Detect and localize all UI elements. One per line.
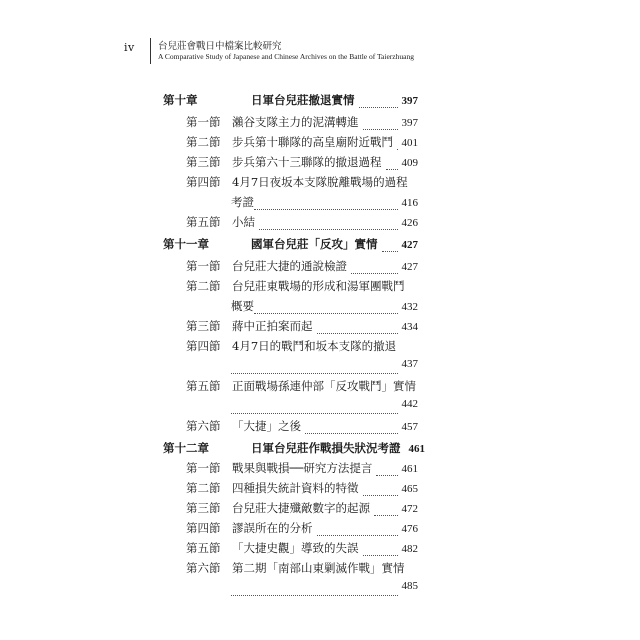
page-reference: 485 xyxy=(401,580,418,592)
section-number: 第三節 xyxy=(186,155,221,169)
section-title: 「大捷」之後 xyxy=(232,419,301,433)
section-number: 第一節 xyxy=(186,461,221,475)
toc-section-entry xyxy=(186,174,418,194)
section-title: 謬誤所在的分析 xyxy=(232,521,313,535)
section-title: 蔣中正拍案而起 xyxy=(232,319,313,333)
book-title: 台兒莊會戰日中檔案比較研究 xyxy=(158,41,282,52)
toc-section-entry xyxy=(186,540,418,560)
toc-chapter-entry xyxy=(163,236,418,256)
toc-chapter-entry xyxy=(163,440,425,460)
page-reference: 409 xyxy=(401,157,418,169)
toc-section-entry xyxy=(186,134,418,154)
book-subtitle: A Comparative Study of Japanese and Chinese Archives on the Battle of Taierzhuang xyxy=(158,52,414,61)
dot-leader xyxy=(351,265,398,274)
section-title: 小結 xyxy=(232,215,255,229)
dot-leader xyxy=(363,121,398,130)
page-number: iv xyxy=(124,41,135,54)
header-divider xyxy=(150,38,151,64)
page-reference: 426 xyxy=(401,217,418,229)
page-reference: 442 xyxy=(401,398,418,410)
dot-leader xyxy=(382,243,398,252)
section-title: 台兒莊大捷殲敵數字的起源 xyxy=(232,501,370,515)
section-number: 第二節 xyxy=(186,279,221,293)
page-reference: 427 xyxy=(401,239,418,251)
section-number: 第四節 xyxy=(186,521,221,535)
chapter-title: 日軍台兒莊作戰損失狀況考證 xyxy=(251,441,401,455)
section-title: 考證 xyxy=(231,195,254,209)
chapter-number: 第十章 xyxy=(163,93,198,107)
chapter-title: 日軍台兒莊撤退實情 xyxy=(251,93,355,107)
page-reference: 437 xyxy=(401,358,418,370)
dot-leader xyxy=(231,587,398,596)
dot-leader xyxy=(386,161,398,170)
toc-section-entry xyxy=(186,214,418,234)
toc-section-entry xyxy=(186,338,418,358)
toc-section-entry xyxy=(186,480,418,500)
toc-section-entry xyxy=(186,460,418,480)
toc-section-entry xyxy=(186,278,418,298)
page-reference: 465 xyxy=(401,483,418,495)
toc-section-entry xyxy=(186,418,418,438)
section-number: 第五節 xyxy=(186,541,221,555)
dot-leader xyxy=(397,141,398,150)
toc-continuation-line xyxy=(231,398,418,418)
dot-leader xyxy=(376,467,397,476)
section-title: 步兵第六十三聯隊的撤退過程 xyxy=(232,155,382,169)
section-number: 第二節 xyxy=(186,135,221,149)
toc-continuation-line xyxy=(231,194,418,214)
dot-leader xyxy=(254,201,398,210)
section-title: 第二期「南部山東剿滅作戰」實情 xyxy=(232,561,405,575)
dot-leader xyxy=(317,325,398,334)
page-reference: 397 xyxy=(401,95,418,107)
toc-section-entry xyxy=(186,114,418,134)
section-title: 台兒莊大捷的通說檢證 xyxy=(232,259,347,273)
dot-leader xyxy=(363,487,398,496)
section-title: 4月7日的戰鬥和坂本支隊的撤退 xyxy=(232,339,397,353)
page-reference: 401 xyxy=(401,137,418,149)
section-number: 第六節 xyxy=(186,419,221,433)
section-number: 第四節 xyxy=(186,339,221,353)
page-reference: 432 xyxy=(401,301,418,313)
section-title: 「大捷史觀」導致的失誤 xyxy=(232,541,359,555)
section-title: 步兵第十聯隊的高皇廟附近戰鬥 xyxy=(232,135,393,149)
page-reference: 434 xyxy=(401,321,418,333)
toc-section-entry xyxy=(186,258,418,278)
dot-leader xyxy=(317,527,398,536)
toc-continuation-line xyxy=(231,358,418,378)
dot-leader xyxy=(363,547,398,556)
toc-section-entry xyxy=(186,154,418,174)
dot-leader xyxy=(259,221,398,230)
page-reference: 397 xyxy=(401,117,418,129)
dot-leader xyxy=(231,365,398,374)
page-reference: 416 xyxy=(401,197,418,209)
dot-leader xyxy=(374,507,398,516)
section-number: 第五節 xyxy=(186,379,221,393)
section-title: 台兒莊東戰場的形成和湯軍團戰鬥 xyxy=(232,279,405,293)
section-number: 第一節 xyxy=(186,115,221,129)
dot-leader xyxy=(359,99,398,108)
section-number: 第六節 xyxy=(186,561,221,575)
chapter-number: 第十一章 xyxy=(163,237,209,251)
dot-leader xyxy=(254,305,398,314)
page-reference: 427 xyxy=(401,261,418,273)
section-title: 四種損失統計資料的特徵 xyxy=(232,481,359,495)
section-number: 第二節 xyxy=(186,481,221,495)
section-number: 第三節 xyxy=(186,319,221,333)
page-reference: 482 xyxy=(401,543,418,555)
section-number: 第五節 xyxy=(186,215,221,229)
page-reference: 461 xyxy=(408,443,425,455)
section-title: 瀨谷支隊主力的泥溝轉進 xyxy=(232,115,359,129)
toc-continuation-line xyxy=(231,298,418,318)
section-number: 第四節 xyxy=(186,175,221,189)
toc-section-entry xyxy=(186,378,418,398)
page-reference: 472 xyxy=(401,503,418,515)
dot-leader xyxy=(231,405,398,414)
toc-continuation-line xyxy=(231,580,418,600)
page-reference: 476 xyxy=(401,523,418,535)
chapter-number: 第十二章 xyxy=(163,441,209,455)
section-number: 第一節 xyxy=(186,259,221,273)
dot-leader xyxy=(305,425,398,434)
toc-section-entry xyxy=(186,500,418,520)
page-reference: 461 xyxy=(401,463,418,475)
toc-section-entry xyxy=(186,318,418,338)
page-reference: 457 xyxy=(401,421,418,433)
section-number: 第三節 xyxy=(186,501,221,515)
toc-section-entry xyxy=(186,520,418,540)
section-title: 戰果與戰損──研究方法提言 xyxy=(232,461,373,475)
section-title: 正面戰場孫連仲部「反攻戰鬥」實情 xyxy=(232,379,416,393)
section-title: 概要 xyxy=(231,299,254,313)
toc-chapter-entry xyxy=(163,92,418,112)
chapter-title: 國軍台兒莊「反攻」實情 xyxy=(251,237,378,251)
toc-section-entry xyxy=(186,560,418,580)
section-title: 4月7日夜坂本支隊脫離戰場的過程 xyxy=(232,175,408,189)
